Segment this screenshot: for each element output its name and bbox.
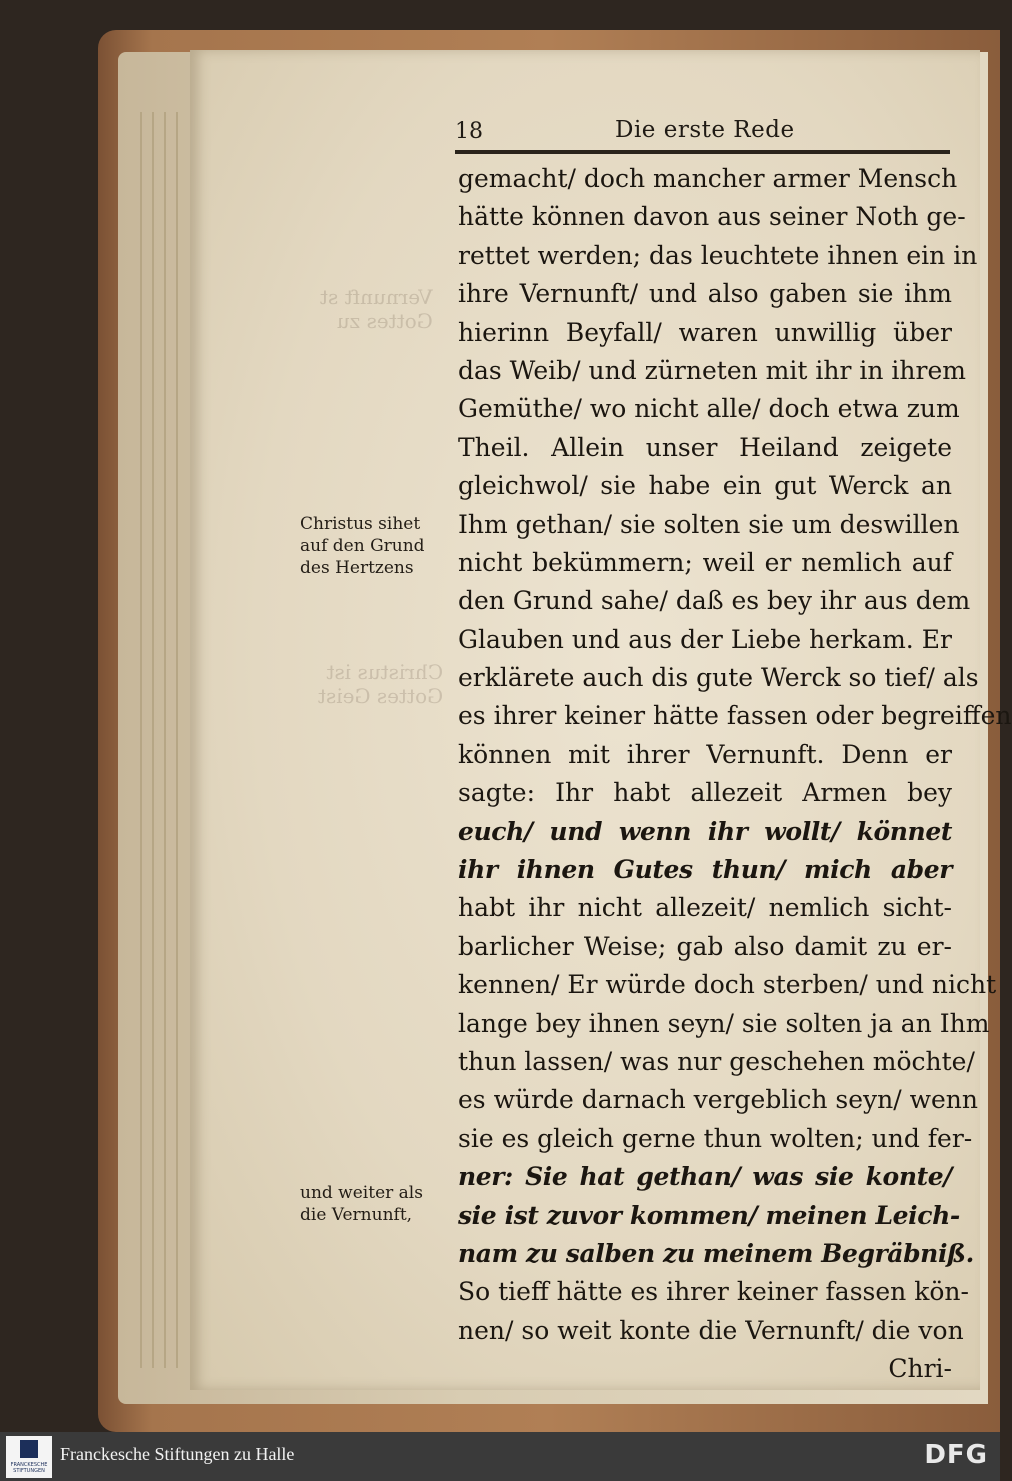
- text-line: ihre Vernunft/ und also gaben sie ihm: [458, 279, 952, 309]
- text-line: Theil. Allein unser Heiland zeigete: [458, 432, 952, 462]
- text-line-emphasis: euch/ und wenn ihr wollt/ könnet: [458, 816, 952, 846]
- text-line: hätte können davon aus seiner Noth ge-: [458, 202, 966, 232]
- text-line: sagte: Ihr habt allezeit Armen bey: [458, 778, 952, 808]
- text-line-emphasis: sie ist zuvor kommen/ meinen Leich-: [458, 1200, 960, 1230]
- text-line: es würde darnach vergeblich seyn/ wenn: [458, 1085, 979, 1115]
- margin-note-line: die Vernunft,: [300, 1205, 413, 1225]
- text-line: gemacht/ doch mancher armer Mensch: [458, 164, 958, 193]
- margin-note-line: auf den Grund: [300, 536, 425, 556]
- text-line: Gemüthe/ wo nicht alle/ doch etwa zum: [458, 394, 960, 424]
- text-line: habt ihr nicht allezeit/ nemlich sicht-: [458, 893, 952, 923]
- running-head: Die erste Rede: [615, 117, 795, 143]
- text-line-emphasis: nam zu salben zu meinem Begräbniß.: [458, 1238, 974, 1268]
- text-line-emphasis: ner: Sie hat gethan/ was sie konte/: [458, 1162, 952, 1192]
- margin-note: [300, 513, 458, 579]
- text-line: den Grund sahe/ daß es bey ihr aus dem: [458, 586, 971, 616]
- logo-text: FRANCKESCHE STIFTUNGEN: [10, 1462, 48, 1474]
- dfg-logo[interactable]: DFG: [924, 1440, 988, 1470]
- text-line: das Weib/ und zürneten mit ihr in ihrem: [458, 355, 966, 385]
- text-line: barlicher Weise; gab also damit zu er-: [458, 931, 952, 961]
- text-line: rettet werden; das leuchtete ihnen ein in: [458, 240, 978, 270]
- text-line: kennen/ Er würde doch sterben/ und nicht: [458, 970, 997, 1000]
- text-line-emphasis: ihr ihnen Gutes thun/ mich aber: [458, 855, 952, 885]
- margin-note: [300, 1182, 458, 1226]
- header-rule: [455, 150, 950, 154]
- page-number: 18: [455, 119, 483, 144]
- margin-note-line: und weiter als: [300, 1183, 423, 1203]
- text-line: gleichwol/ sie habe ein gut Werck an: [458, 471, 952, 501]
- viewer-footer: [0, 1432, 1000, 1481]
- logo-mark-icon: [20, 1440, 38, 1458]
- margin-note-line: des Hertzens: [300, 558, 414, 578]
- text-line: hierinn Beyfall/ waren unwillig über: [458, 317, 952, 347]
- text-line: lange bey ihnen seyn/ sie solten ja an Ihm: [458, 1008, 990, 1038]
- text-line: es ihrer keiner hätte fassen oder begreiffen: [458, 701, 1012, 731]
- text-line: nicht bekümmern; weil er nemlich auf: [458, 547, 952, 577]
- main-text-block: [458, 160, 1012, 1389]
- catchword: Chri-: [888, 1354, 952, 1384]
- text-line: Ihm gethan/ sie solten sie um deswillen: [458, 509, 960, 539]
- text-line: sie es gleich gerne thun wolten; und fer-: [458, 1123, 973, 1153]
- show-through-text: Christus ist Gottes Geist: [318, 660, 444, 708]
- institution-logo[interactable]: [6, 1436, 52, 1478]
- text-line: nen/ so weit konte die Vernunft/ die von: [458, 1315, 964, 1345]
- text-line: erklärete auch dis gute Werck so tief/ als: [458, 663, 979, 693]
- text-line: können mit ihrer Vernunft. Denn er: [458, 739, 952, 769]
- show-through-text: Vernunft st Gottes zu: [320, 285, 433, 333]
- text-line: Glauben und aus der Liebe herkam. Er: [458, 624, 952, 654]
- page-header: [455, 117, 950, 147]
- text-line: So tieff hätte es ihrer keiner fassen kön-: [458, 1277, 969, 1307]
- margin-note-line: Christus sihet: [300, 514, 421, 534]
- text-line: thun lassen/ was nur geschehen möchte/: [458, 1046, 975, 1076]
- institution-name[interactable]: Franckesche Stiftungen zu Halle: [60, 1444, 295, 1464]
